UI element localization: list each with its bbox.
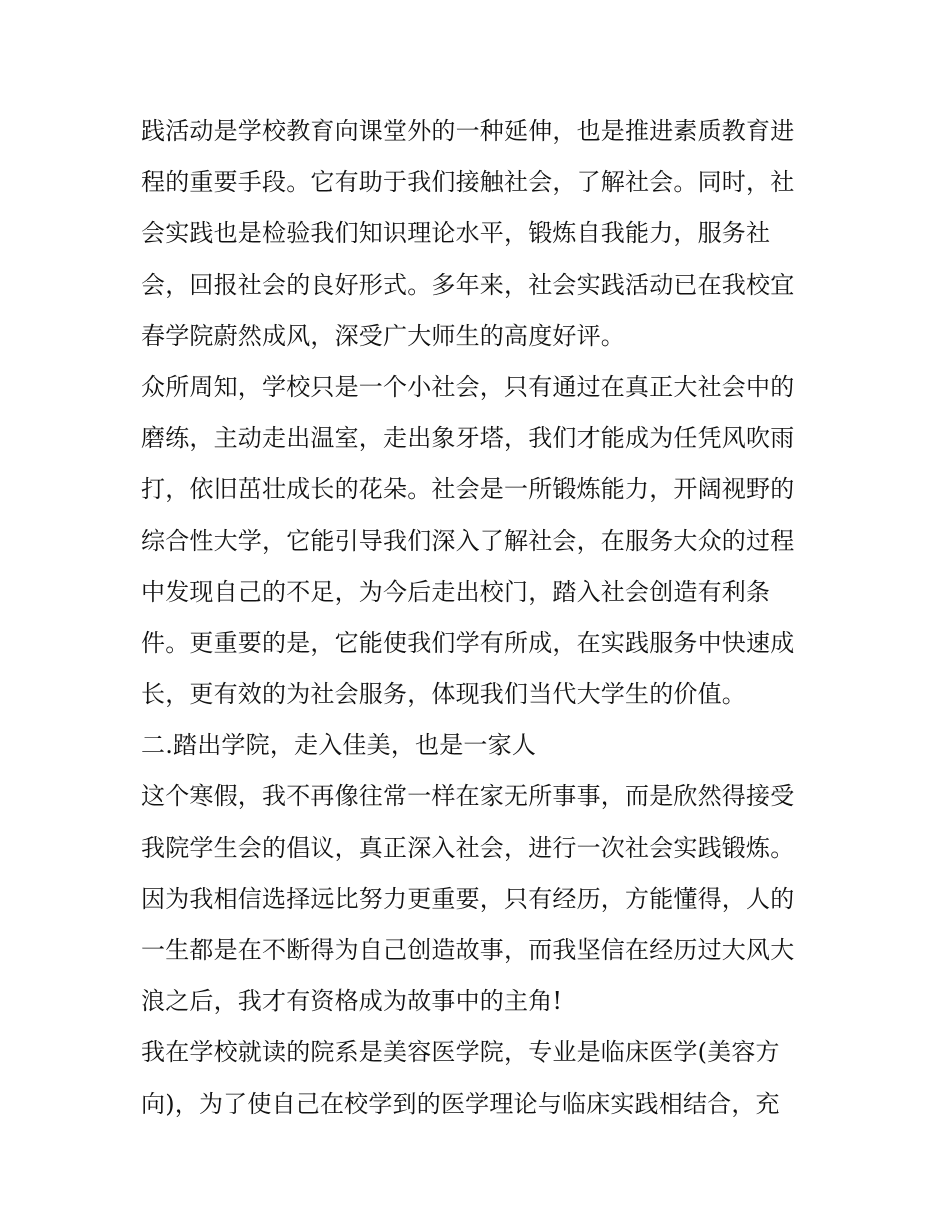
- text-line: 会，回报社会的良好形式。多年来，社会实践活动已在我校宜: [141, 270, 795, 299]
- text-line: 打，依旧茁壮成长的花朵。社会是一所锻炼能力，开阔视野的: [141, 475, 795, 504]
- text-line: 因为我相信选择远比努力更重要，只有经历，方能懂得，人的: [141, 884, 795, 913]
- text-line: 众所周知，学校只是一个小社会，只有通过在真正大社会中的: [141, 372, 795, 401]
- document-body: [141, 106, 821, 1130]
- text-line: 中发现自己的不足，为今后走出校门，踏入社会创造有利条: [141, 577, 771, 606]
- text-line: 向)，为了使自己在校学到的医学理论与临床实践相结合，充: [141, 1089, 780, 1118]
- text-line: 我院学生会的倡议，真正深入社会，进行一次社会实践锻炼。: [141, 833, 795, 862]
- text-line: 践活动是学校教育向课堂外的一种延伸，也是推进素质教育进: [141, 117, 795, 145]
- text-line: 程的重要手段。它有助于我们接触社会，了解社会。同时，社: [141, 168, 795, 197]
- text-line: 一生都是在不断得为自己创造故事，而我坚信在经历过大风大: [141, 936, 795, 964]
- text-line: 综合性大学，它能引导我们深入了解社会，在服务大众的过程: [141, 526, 795, 555]
- text-line: 件。更重要的是，它能使我们学有所成，在实践服务中快速成: [141, 628, 795, 657]
- text-line: 浪之后，我才有资格成为故事中的主角!: [141, 987, 563, 1016]
- text-line: 会实践也是检验我们知识理论水平，锻炼自我能力，服务社: [141, 219, 771, 248]
- text-line: 长，更有效的为社会服务，体现我们当代大学生的价值。: [141, 680, 746, 709]
- text-line: 春学院蔚然成风，深受广大师生的高度好评。: [141, 321, 625, 350]
- section-heading: 二.踏出学院，走入佳美，也是一家人: [141, 731, 537, 760]
- text-line: 这个寒假，我不再像往常一样在家无所事事，而是欣然得接受: [141, 782, 795, 811]
- text-line: 我在学校就读的院系是美容医学院，专业是临床医学(美容方: [141, 1038, 780, 1067]
- text-line: 磨练，主动走出温室，走出象牙塔，我们才能成为任凭风吹雨: [141, 424, 795, 453]
